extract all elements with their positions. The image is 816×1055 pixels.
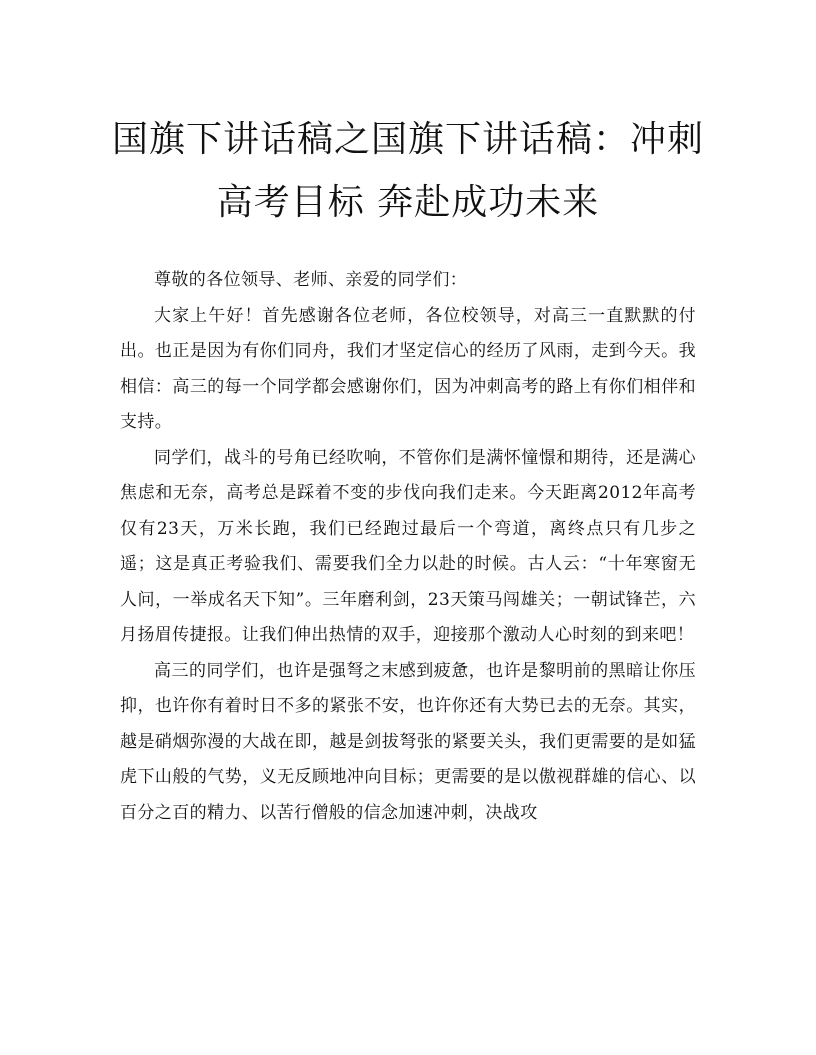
salutation: 尊敬的各位领导、老师、亲爱的同学们： xyxy=(154,270,468,290)
paragraph-2: 同学们，战斗的号角已经吹响，不管你们是满怀憧憬和期待，还是满心焦虑和无奈，高考总是踩着不变的步伐向我们走来。今天距离2012年高考仅有23天，万米长跑，我们已经跑过最后一个弯道，离终点只有几步之遥；这是真正考验我们、需要我们全力以赴的时候。古人云：“十年寒窗无人问，一举成名天下知”。三年磨利剑，23天策马闯雄关；一朝试锋芒，六月扬眉传捷报。让我们伸出热情的双手，迎接那个激动人心时刻的到来吧！ xyxy=(120,447,696,645)
paragraph-1: 大家上午好！首先感谢各位老师，各位校领导，对高三一直默默的付出。也正是因为有你们同舟，我们才坚定信心的经历了风雨，走到今天。我相信：高三的每一个同学都会感谢你们，因为冲刺高考的路上有你们相伴和支持。 xyxy=(120,305,696,432)
document-title: 国旗下讲话稿之国旗下讲话稿：冲刺高考目标 奔赴成功未来 xyxy=(111,119,704,223)
document-body xyxy=(120,263,696,831)
paragraph-3: 高三的同学们，也许是强弩之末感到疲惫，也许是黎明前的黑暗让你压抑，也许你有着时日不多的紧张不安，也许你还有大势已去的无奈。其实，越是硝烟弥漫的大战在即，越是剑拔弩张的紧要关头，我们更需要的是如猛虎下山般的气势，义无反顾地冲向目标；更需要的是以傲视群雄的信心、以百分之百的精力、以苦行僧般的信念加速冲刺，决战攻 xyxy=(120,660,696,823)
